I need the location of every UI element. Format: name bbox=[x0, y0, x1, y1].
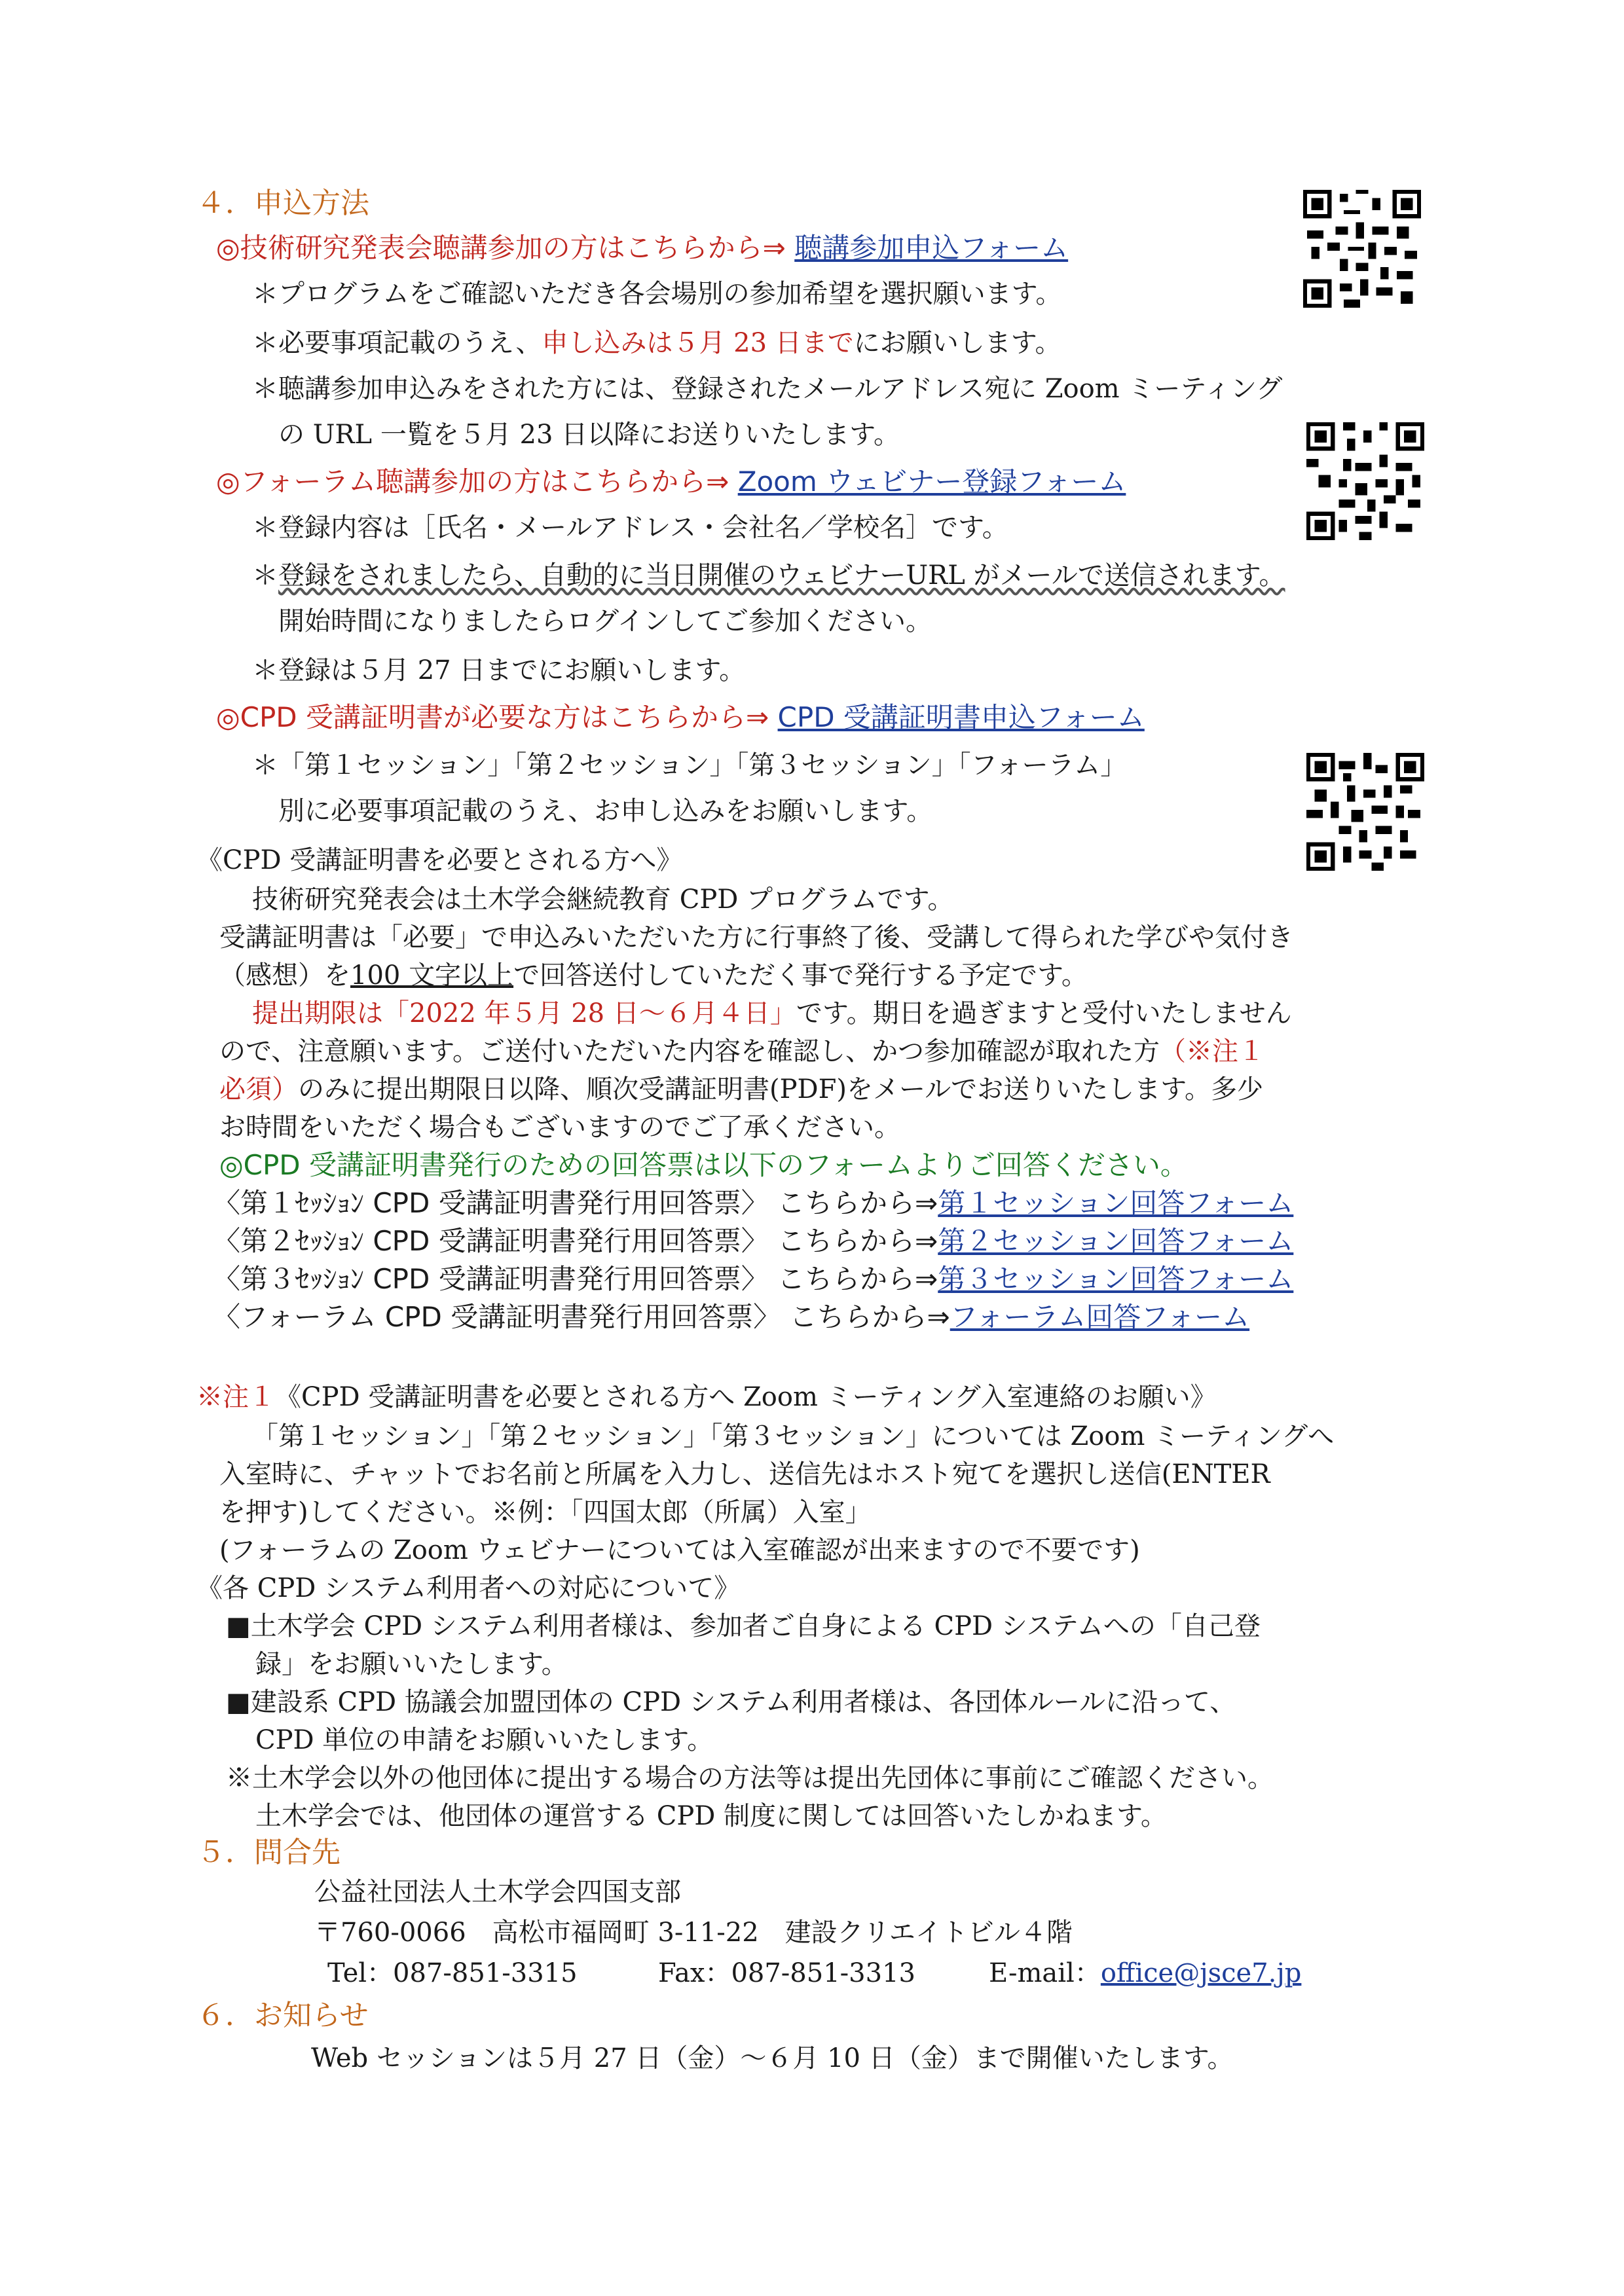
section-4-heading: ４．申込方法 bbox=[196, 187, 369, 220]
cpd-p6-post: のみに提出期限日以降、順次受講証明書(PDF)をメールでお送りいたします。多少 bbox=[298, 1074, 1263, 1104]
systems-l2b: CPD 単位の申請をお願いいたします。 bbox=[255, 1725, 714, 1755]
lecture-deadline: 申し込みは５月 23 日まで bbox=[542, 328, 854, 358]
session-3-answer-form-link[interactable]: 第３セッション回答フォーム bbox=[938, 1263, 1294, 1295]
cpd-form-row-2 bbox=[213, 1226, 1293, 1257]
cpd-p7: お時間をいただく場合もございますのでご了承ください。 bbox=[219, 1112, 900, 1142]
cpd-p2: 受講証明書は「必要」で申込みいただいた方に行事終了後、受講して得られた学びや気付き bbox=[219, 922, 1293, 953]
cpd-p4-post: です。期日を過ぎますと受付いたしません bbox=[796, 998, 1292, 1029]
note1-l4: (フォーラムの Zoom ウェビナーについては入室確認が出来ますので不要です) bbox=[219, 1535, 1140, 1565]
lecture-note-2 bbox=[252, 327, 1061, 359]
systems-l3: ※土木学会以外の他団体に提出する場合の方法等は提出先団体に事前にご確認ください。 bbox=[226, 1763, 1274, 1793]
systems-l3b: 土木学会では、他団体の運営する CPD 制度に関しては回答いたしかねます。 bbox=[255, 1801, 1167, 1831]
cpd-note-1b: 別に必要事項記載のうえ、お申し込みをお願いします。 bbox=[278, 796, 933, 826]
notice-text: Web セッションは５月 27 日（金）～６月 10 日（金）まで開催いたします。 bbox=[311, 2043, 1234, 2073]
cpd-p5-note-ref: （※注１ bbox=[1160, 1036, 1264, 1066]
systems-title: 《各 CPD システム利用者への対応について》 bbox=[196, 1573, 741, 1603]
forum-apply-line bbox=[216, 466, 1126, 498]
contact-email-label: E-mail： bbox=[989, 1958, 1101, 1988]
section-5-heading: ５．問合先 bbox=[196, 1836, 341, 1869]
forum-answer-form-link[interactable]: フォーラム回答フォーム bbox=[950, 1301, 1250, 1333]
cpd-submission-period: 提出期限は「2022 年５月 28 日～６月４日」 bbox=[252, 998, 796, 1029]
contact-fax: Fax：087-851-3313 bbox=[658, 1958, 915, 1988]
note1-l3: を押す)してください。※例：「四国太郎（所属）入室」 bbox=[219, 1497, 872, 1527]
cpd-form-label-3: 〈第３ｾｯｼｮﾝ CPD 受講証明書発行用回答票〉 こちらから⇒ bbox=[213, 1263, 938, 1295]
contact-org: 公益社団法人土木学会四国支部 bbox=[314, 1877, 681, 1907]
cpd-p3-pre: （感想）を bbox=[219, 960, 350, 991]
cpd-form-label-1: 〈第１ｾｯｼｮﾝ CPD 受講証明書発行用回答票〉 こちらから⇒ bbox=[213, 1187, 938, 1219]
cpd-certificate-form-link[interactable]: CPD 受講証明書申込フォーム bbox=[777, 701, 1145, 733]
note1-l2: 入室時に、チャットでお名前と所属を入力し、送信先はホスト宛てを選択し送信(ENTER bbox=[219, 1459, 1270, 1489]
cpd-form-row-1 bbox=[213, 1188, 1293, 1219]
systems-l2: ■建設系 CPD 協議会加盟団体の CPD システム利用者様は、各団体ルールに沿って、 bbox=[226, 1687, 1236, 1717]
lecture-apply-form-link[interactable]: 聴講参加申込フォーム bbox=[794, 232, 1069, 264]
forum-apply-title: ◎フォーラム聴講参加の方はこちらから⇒ bbox=[216, 465, 729, 498]
zoom-webinar-form-link[interactable]: Zoom ウェビナー登録フォーム bbox=[737, 465, 1126, 498]
cpd-p6-required: 必須） bbox=[219, 1074, 298, 1104]
cpd-p1: 技術研究発表会は土木学会継続教育 CPD プログラムです。 bbox=[252, 884, 954, 915]
cpd-note-1: ＊「第１セッション」「第２セッション」「第３セッション」「フォーラム」 bbox=[252, 750, 1127, 780]
lecture-note-2-post: にお願いします。 bbox=[853, 328, 1061, 358]
systems-l1: ■土木学会 CPD システム利用者様は、参加者ご自身による CPD システムへの「自己登 bbox=[226, 1611, 1261, 1641]
lecture-note-3: ＊聴講参加申込みをされた方には、登録されたメールアドレス宛に Zoom ミーティング bbox=[252, 374, 1283, 404]
cpd-apply-title: ◎CPD 受講証明書が必要な方はこちらから⇒ bbox=[216, 701, 769, 733]
forum-note-2-text: 登録をされましたら、自動的に当日開催のウェビナーURL がメールで送信されます。 bbox=[278, 560, 1285, 591]
contact-email-link[interactable]: office@jsce7.jp bbox=[1100, 1958, 1302, 1988]
forum-note-2 bbox=[252, 560, 1285, 591]
section-6-heading: ６．お知らせ bbox=[196, 1999, 369, 2032]
note1-l1: 「第１セッション」「第２セッション」「第３セッション」については Zoom ミーティングへ bbox=[252, 1421, 1335, 1451]
cpd-apply-line bbox=[216, 702, 1145, 733]
lecture-note-1: ＊プログラムをご確認いただき各会場別の参加希望を選択願います。 bbox=[252, 279, 1062, 309]
lecture-note-2-pre: ＊必要事項記載のうえ、 bbox=[252, 328, 542, 358]
cpd-p6 bbox=[219, 1074, 1263, 1105]
systems-l1b: 録」をお願いいたします。 bbox=[255, 1649, 568, 1679]
session-1-answer-form-link[interactable]: 第１セッション回答フォーム bbox=[938, 1187, 1294, 1219]
cpd-answer-instruction: ◎CPD 受講証明書発行のための回答票は以下のフォームよりご回答ください。 bbox=[219, 1149, 1188, 1181]
forum-note-1: ＊登録内容は［氏名・メールアドレス・会社名／学校名］です。 bbox=[252, 513, 1008, 543]
cpd-p5 bbox=[219, 1036, 1264, 1067]
cpd-form-label-4: 〈フォーラム CPD 受講証明書発行用回答票〉 こちらから⇒ bbox=[213, 1301, 950, 1333]
lecture-apply-line bbox=[216, 232, 1068, 264]
contact-address: 〒760-0066 高松市福岡町 3-11-22 建設クリエイトビル４階 bbox=[314, 1918, 1073, 1948]
qr-code-lecture[interactable] bbox=[1303, 190, 1421, 308]
session-2-answer-form-link[interactable]: 第２セッション回答フォーム bbox=[938, 1225, 1294, 1257]
cpd-p3-post: で回答送付していただく事で発行する予定です。 bbox=[513, 960, 1088, 991]
qr-code-cpd-certificate[interactable] bbox=[1306, 753, 1424, 871]
cpd-form-label-2: 〈第２ｾｯｼｮﾝ CPD 受講証明書発行用回答票〉 こちらから⇒ bbox=[213, 1225, 938, 1257]
lecture-apply-title: ◎技術研究発表会聴講参加の方はこちらから⇒ bbox=[216, 232, 786, 264]
contact-tel: Tel：087-851-3315 bbox=[327, 1958, 578, 1988]
note1-mark: ※注１ bbox=[196, 1382, 275, 1412]
note1-title-line bbox=[196, 1381, 1217, 1413]
forum-note-2b: 開始時間になりましたらログインしてご参加ください。 bbox=[278, 606, 932, 636]
cpd-form-row-4 bbox=[213, 1302, 1249, 1333]
cpd-form-row-3 bbox=[213, 1264, 1293, 1295]
cpd-section-title: 《CPD 受講証明書を必要とされる方へ》 bbox=[196, 845, 683, 875]
forum-note-3: ＊登録は５月 27 日までにお願いします。 bbox=[252, 655, 746, 685]
forum-note-2-mark: ＊ bbox=[252, 560, 278, 591]
contact-email-line bbox=[989, 1958, 1301, 1989]
cpd-p3-min-chars: 100 文字以上 bbox=[350, 960, 514, 991]
lecture-note-3b: の URL 一覧を５月 23 日以降にお送りいたします。 bbox=[278, 420, 900, 450]
cpd-p4 bbox=[252, 998, 1292, 1029]
note1-title: 《CPD 受講証明書を必要とされる方へ Zoom ミーティング入室連絡のお願い》 bbox=[275, 1382, 1217, 1412]
cpd-p5-pre: ので、注意願います。ご送付いただいた内容を確認し、かつ参加確認が取れた方 bbox=[219, 1036, 1160, 1066]
cpd-p3 bbox=[219, 960, 1088, 991]
qr-code-zoom-webinar[interactable] bbox=[1306, 422, 1424, 540]
